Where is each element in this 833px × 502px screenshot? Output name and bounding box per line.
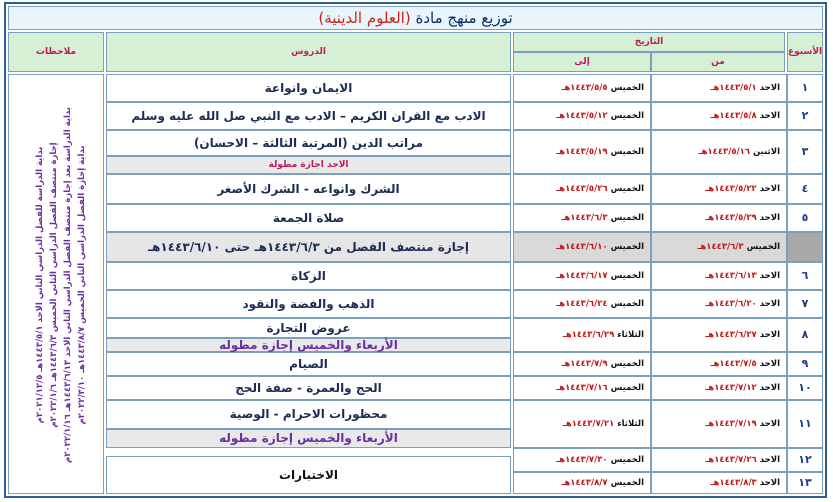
- to-date-value: ١٤٤٣/٦/٣هـ: [561, 213, 608, 223]
- from-date: [651, 102, 787, 130]
- week-number: ٨: [787, 318, 823, 352]
- week-number: ٣: [787, 130, 823, 174]
- to-day: الخميس: [610, 83, 644, 93]
- from-date: [651, 290, 787, 318]
- to-day: الخميس: [610, 271, 644, 281]
- to-day: الخميس: [610, 147, 644, 157]
- from-date: [651, 318, 787, 352]
- to-date-value: ١٤٤٣/٥/٥هـ: [561, 83, 608, 93]
- page-title: [8, 6, 823, 30]
- to-date-value: ١٤٤٣/٧/١٦هـ: [556, 383, 608, 393]
- to-date-value: ١٤٤٣/٦/٢٩هـ: [562, 330, 615, 340]
- from-date-value: ١٤٤٣/٦/٣هـ: [697, 242, 744, 252]
- from-date-value: ١٤٤٣/٦/١٣هـ: [705, 271, 757, 281]
- from-day: الاحد: [759, 83, 780, 93]
- lesson-cell: صلاة الجمعة: [106, 204, 511, 232]
- to-date: [513, 174, 651, 204]
- from-day: الاحد: [759, 330, 780, 340]
- holiday-note: الأربعاء والخميس إجازة مطوله: [106, 429, 511, 448]
- to-date: [513, 290, 651, 318]
- to-date-value: ١٤٤٣/٥/١٩هـ: [556, 147, 608, 157]
- header-date: التاريخ: [513, 32, 785, 52]
- from-date: [651, 74, 787, 102]
- week-number: ١٠: [787, 376, 823, 400]
- week-number: ١٢: [787, 448, 823, 472]
- title-prefix: توزيع منهج مادة: [415, 9, 513, 27]
- to-date: [513, 204, 651, 232]
- to-day: الخميس: [610, 299, 644, 309]
- holiday-note: الأربعاء والخميس إجازة مطوله: [106, 338, 511, 352]
- from-day: الاحد: [759, 271, 780, 281]
- to-date-value: ١٤٤٣/٦/١٧هـ: [556, 271, 608, 281]
- week-number: [787, 232, 823, 262]
- header-from: من: [651, 52, 785, 72]
- to-date: [513, 376, 651, 400]
- to-date: [513, 400, 651, 448]
- to-date: [513, 74, 651, 102]
- from-date: [651, 232, 787, 262]
- lesson-cell: الذهب والفضة والنقود: [106, 290, 511, 318]
- from-date: [651, 472, 787, 494]
- from-day: الاحد: [759, 184, 780, 194]
- mid-term-break: إجازة منتصف الفصل من ١٤٤٣/٦/٣هـ حتى ١٤٤٣/٦/١٠هـ: [106, 232, 511, 262]
- to-date-value: ١٤٤٣/٧/٩هـ: [561, 359, 608, 369]
- from-date-value: ١٤٤٣/٥/٨هـ: [710, 111, 757, 121]
- from-date-value: ١٤٤٣/٨/٣هـ: [710, 478, 757, 488]
- from-day: الاحد: [759, 419, 780, 429]
- week-number: ٩: [787, 352, 823, 376]
- from-date-value: ١٤٤٣/٧/٥هـ: [710, 359, 757, 369]
- from-date: [651, 174, 787, 204]
- note-item: بداية الدراسة للفصل الدراسي الثاني الاحد ١٤٤٣/٥/١هـ ٢٠٢١/١٢/٥م: [35, 146, 45, 424]
- curriculum-table: [4, 2, 827, 498]
- lesson-cell: محظورات الاحرام - الوصية: [106, 400, 511, 429]
- lesson-cell: الايمان وانواعة: [106, 74, 511, 102]
- from-day: الاحد: [759, 383, 780, 393]
- week-number: ١: [787, 74, 823, 102]
- to-date: [513, 232, 651, 262]
- to-date-value: ١٤٤٣/٧/٣٠هـ: [556, 455, 608, 465]
- to-date-value: ١٤٤٣/٥/٢٦هـ: [556, 184, 608, 194]
- from-date: [651, 262, 787, 290]
- from-date-value: ١٤٤٣/٧/١٢هـ: [705, 383, 757, 393]
- from-date-value: ١٤٤٣/٥/٢٢هـ: [705, 184, 757, 194]
- to-day: الخميس: [610, 359, 644, 369]
- from-date-value: ١٤٤٣/٧/٢٦هـ: [705, 455, 757, 465]
- lesson-cell: الصيام: [106, 352, 511, 376]
- to-date-value: ١٤٤٣/٨/٧هـ: [561, 478, 608, 488]
- to-day: الخميس: [610, 111, 644, 121]
- note-item: بداية الدراسة بعد إجازة منتصف الفصل الدراسي الثاني الاحد ١٤٤٣/٦/١٣هـ ٢٠٢٢/١/١٦م: [63, 107, 73, 463]
- notes-column: [8, 74, 104, 494]
- from-day: الاحد: [759, 455, 780, 465]
- from-day: الاحد: [759, 478, 780, 488]
- from-date: [651, 448, 787, 472]
- to-day: الخميس: [610, 478, 644, 488]
- to-date: [513, 318, 651, 352]
- lesson-cell: الادب مع القران الكريم – الادب مع النبي صل الله عليه وسلم: [106, 102, 511, 130]
- note-item: إجازة منتصف الفصل الدراسي الثاني الخميس ١٤٤٣/٦/٣هـ ٢٠٢٢/١/٦م: [49, 142, 59, 428]
- week-number: ١١: [787, 400, 823, 448]
- header-week: الأسبوع: [787, 32, 823, 72]
- title-subject: (العلوم الدينية): [318, 9, 411, 27]
- week-number: ٢: [787, 102, 823, 130]
- to-date: [513, 102, 651, 130]
- from-date-value: ١٤٤٣/٥/١هـ: [710, 83, 757, 93]
- to-date: [513, 262, 651, 290]
- from-date-value: ١٤٤٣/٦/٢٠هـ: [705, 299, 757, 309]
- to-day: الخميس: [610, 242, 644, 252]
- to-day: الخميس: [610, 213, 644, 223]
- header-notes: ملاحظات: [8, 32, 104, 72]
- from-date: [651, 130, 787, 174]
- from-date: [651, 400, 787, 448]
- lesson-cell: مراتب الدين (المرتبة الثالثة – الاحسان): [106, 130, 511, 156]
- to-date: [513, 352, 651, 376]
- from-day: الاحد: [759, 213, 780, 223]
- week-number: ٦: [787, 262, 823, 290]
- exams-label: الاختبارات: [106, 456, 511, 494]
- from-date: [651, 376, 787, 400]
- week-number: ٧: [787, 290, 823, 318]
- header-to: إلى: [513, 52, 651, 72]
- note-item: بداية إجازة الفصل الدراسي الثاني الخميس ١٤٤٣/٨/٧هـ ٢٠٢٢/٣/١٠م: [77, 145, 87, 425]
- to-day: الخميس: [610, 455, 644, 465]
- lesson-cell: الزكاة: [106, 262, 511, 290]
- week-number: ٥: [787, 204, 823, 232]
- header-lessons: الدروس: [106, 32, 511, 72]
- to-day: الثلاثاء: [617, 330, 644, 340]
- to-date-value: ١٤٤٣/٥/١٢هـ: [556, 111, 608, 121]
- from-day: الاثنين: [752, 147, 780, 157]
- week-number: ١٣: [787, 472, 823, 494]
- lesson-cell: الشرك وانواعه - الشرك الأصغر: [106, 174, 511, 204]
- from-date-value: ١٤٤٣/٥/٢٩هـ: [705, 213, 757, 223]
- holiday-note: الاحد اجازة مطولة: [106, 156, 511, 174]
- to-date-value: ١٤٤٣/٦/٢٤هـ: [556, 299, 608, 309]
- to-day: الخميس: [610, 383, 644, 393]
- lesson-cell: الحج والعمرة - صفة الحج: [106, 376, 511, 400]
- week-number: ٤: [787, 174, 823, 204]
- to-date-value: ١٤٤٣/٦/١٠هـ: [556, 242, 608, 252]
- to-date: [513, 130, 651, 174]
- from-date-value: ١٤٤٣/٥/١٦هـ: [698, 147, 750, 157]
- to-day: الثلاثاء: [617, 419, 644, 429]
- from-date-value: ١٤٤٣/٦/٢٧هـ: [705, 330, 757, 340]
- to-date-value: ١٤٤٣/٧/٢١هـ: [562, 419, 615, 429]
- from-day: الاحد: [759, 299, 780, 309]
- from-date: [651, 204, 787, 232]
- to-date: [513, 472, 651, 494]
- from-day: الاحد: [759, 359, 780, 369]
- from-day: الاحد: [759, 111, 780, 121]
- from-date-value: ١٤٤٣/٧/١٩هـ: [705, 419, 757, 429]
- lesson-cell: عروض التجارة: [106, 318, 511, 338]
- to-date: [513, 448, 651, 472]
- from-day: الخميس: [746, 242, 780, 252]
- from-date: [651, 352, 787, 376]
- to-day: الخميس: [610, 184, 644, 194]
